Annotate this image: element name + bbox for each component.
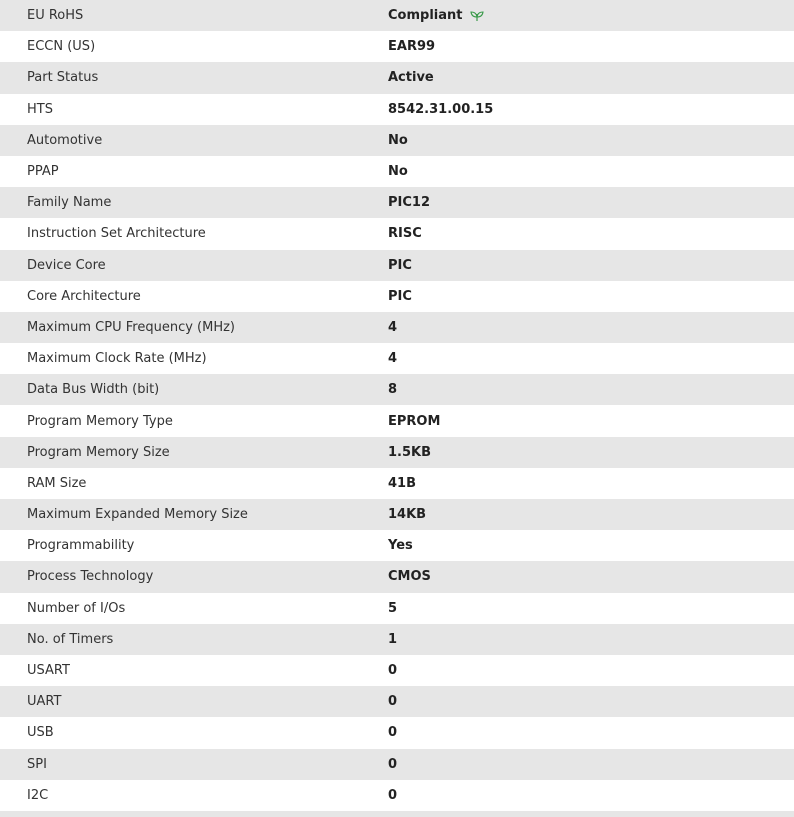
spec-row-max-expanded-memory [0, 499, 794, 530]
spec-label: EU RoHS [27, 8, 84, 24]
spec-label: Device Core [27, 257, 106, 273]
spec-label: SPI [27, 756, 47, 772]
spec-row-eu-rohs [0, 0, 794, 31]
spec-value: No [388, 132, 408, 148]
spec-value: 0 [388, 756, 398, 772]
spec-value: No [388, 164, 408, 180]
spec-value: 0 [388, 787, 398, 803]
spec-row-partial [0, 811, 794, 817]
spec-label: HTS [27, 101, 53, 117]
spec-value: PIC [388, 257, 412, 273]
spec-value: Active [388, 70, 434, 86]
spec-row-family-name [0, 187, 794, 218]
spec-label: Number of I/Os [27, 600, 126, 616]
spec-label: USB [27, 725, 54, 741]
spec-label: Program Memory Type [27, 413, 173, 429]
spec-row-i2c [0, 780, 794, 811]
spec-label: No. of Timers [27, 631, 114, 647]
spec-label: PPAP [27, 164, 59, 180]
spec-value: 0 [388, 725, 398, 741]
spec-label: I2C [27, 787, 49, 803]
spec-value: PIC12 [388, 195, 430, 211]
spec-value: RISC [388, 226, 422, 242]
spec-label: UART [27, 694, 62, 710]
spec-row-program-memory-type [0, 405, 794, 436]
spec-value: 4 [388, 319, 398, 335]
spec-value: 5 [388, 600, 398, 616]
leaf-icon [470, 10, 484, 22]
spec-value: 1.5KB [388, 444, 432, 460]
spec-value: EPROM [388, 413, 441, 429]
spec-label: USART [27, 663, 70, 679]
spec-label: Instruction Set Architecture [27, 226, 206, 242]
spec-row-hts [0, 94, 794, 125]
spec-row-automotive [0, 125, 794, 156]
spec-value: 4 [388, 351, 398, 367]
spec-value: PIC [388, 288, 412, 304]
spec-label: Program Memory Size [27, 444, 170, 460]
spec-row-eccn [0, 31, 794, 62]
spec-row-process-technology [0, 561, 794, 592]
spec-label: Programmability [27, 538, 135, 554]
spec-label: ECCN (US) [27, 39, 96, 55]
spec-value: 8542.31.00.15 [388, 101, 494, 117]
spec-row-spi [0, 749, 794, 780]
spec-row-number-of-ios [0, 593, 794, 624]
spec-value [388, 8, 484, 23]
spec-row-usb [0, 717, 794, 748]
spec-value: CMOS [388, 569, 431, 585]
spec-value: 1 [388, 631, 398, 647]
spec-row-device-core [0, 250, 794, 281]
spec-value: Yes [388, 538, 413, 554]
spec-row-ppap [0, 156, 794, 187]
spec-value: 14KB [388, 507, 427, 523]
spec-label: Data Bus Width (bit) [27, 382, 160, 398]
spec-row-usart [0, 655, 794, 686]
spec-value: 8 [388, 382, 398, 398]
spec-row-max-cpu-frequency [0, 312, 794, 343]
spec-value: EAR99 [388, 39, 436, 55]
spec-label: Family Name [27, 195, 112, 211]
spec-label: RAM Size [27, 475, 87, 491]
spec-row-data-bus-width [0, 374, 794, 405]
spec-value-text: Compliant [388, 8, 463, 24]
spec-row-program-memory-size [0, 437, 794, 468]
spec-row-programmability [0, 530, 794, 561]
spec-label: Part Status [27, 70, 99, 86]
spec-value: 0 [388, 694, 398, 710]
spec-row-max-clock-rate [0, 343, 794, 374]
spec-label: Core Architecture [27, 288, 141, 304]
spec-row-uart [0, 686, 794, 717]
spec-label: Maximum Expanded Memory Size [27, 507, 248, 523]
spec-row-ram-size [0, 468, 794, 499]
spec-value: 41B [388, 475, 416, 491]
spec-label: Maximum CPU Frequency (MHz) [27, 319, 235, 335]
spec-row-isa [0, 218, 794, 249]
spec-row-core-architecture [0, 281, 794, 312]
spec-value: 0 [388, 663, 398, 679]
spec-row-part-status [0, 62, 794, 93]
spec-row-no-of-timers [0, 624, 794, 655]
spec-label: Maximum Clock Rate (MHz) [27, 351, 207, 367]
spec-label: Process Technology [27, 569, 154, 585]
spec-label: Automotive [27, 132, 103, 148]
